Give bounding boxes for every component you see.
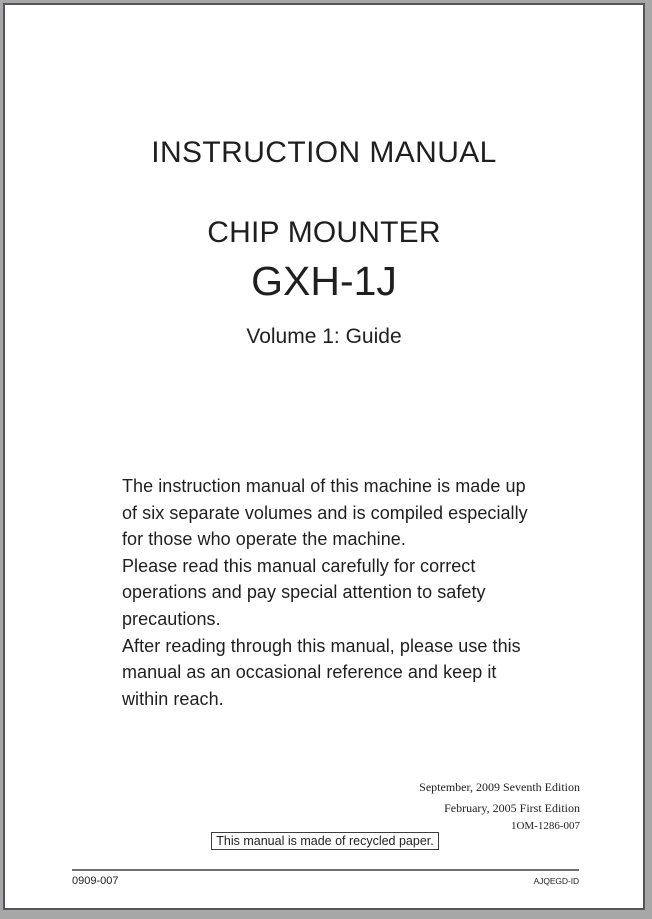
- footer-divider-line: [72, 869, 579, 871]
- manual-cover-page: [3, 3, 645, 910]
- edition-line-seventh: September, 2009 Seventh Edition: [419, 780, 580, 794]
- recycled-paper-notice-text: This manual is made of recycled paper.: [216, 834, 434, 848]
- footer-id-code: AJQEGD-ID: [533, 876, 579, 886]
- document-number: 1OM-1286-007: [510, 820, 580, 832]
- intro-line: operations and pay special attention to safety: [122, 582, 486, 603]
- intro-line: manual as an occasional reference and keep it: [122, 662, 497, 683]
- intro-line: for those who operate the machine.: [122, 529, 406, 550]
- recycled-paper-notice-box: [211, 832, 439, 850]
- edition-history: [419, 777, 580, 818]
- model-name-title: GXH-1J: [251, 258, 397, 304]
- edition-line-first: February, 2005 First Edition: [444, 800, 580, 815]
- document-type-title: INSTRUCTION MANUAL: [151, 136, 497, 169]
- introduction-paragraph: [122, 473, 602, 712]
- volume-subtitle: Volume 1: Guide: [246, 325, 402, 348]
- intro-line: Please read this manual carefully for correct: [122, 555, 476, 576]
- intro-line: precautions.: [122, 608, 221, 629]
- intro-line: of six separate volumes and is compiled especially: [122, 502, 528, 523]
- footer-print-code: 0909-007: [72, 875, 119, 887]
- product-category-title: CHIP MOUNTER: [207, 216, 441, 249]
- intro-line: After reading through this manual, please use this: [122, 635, 521, 656]
- intro-line: The instruction manual of this machine is made up: [122, 476, 526, 496]
- intro-line: within reach.: [122, 688, 224, 709]
